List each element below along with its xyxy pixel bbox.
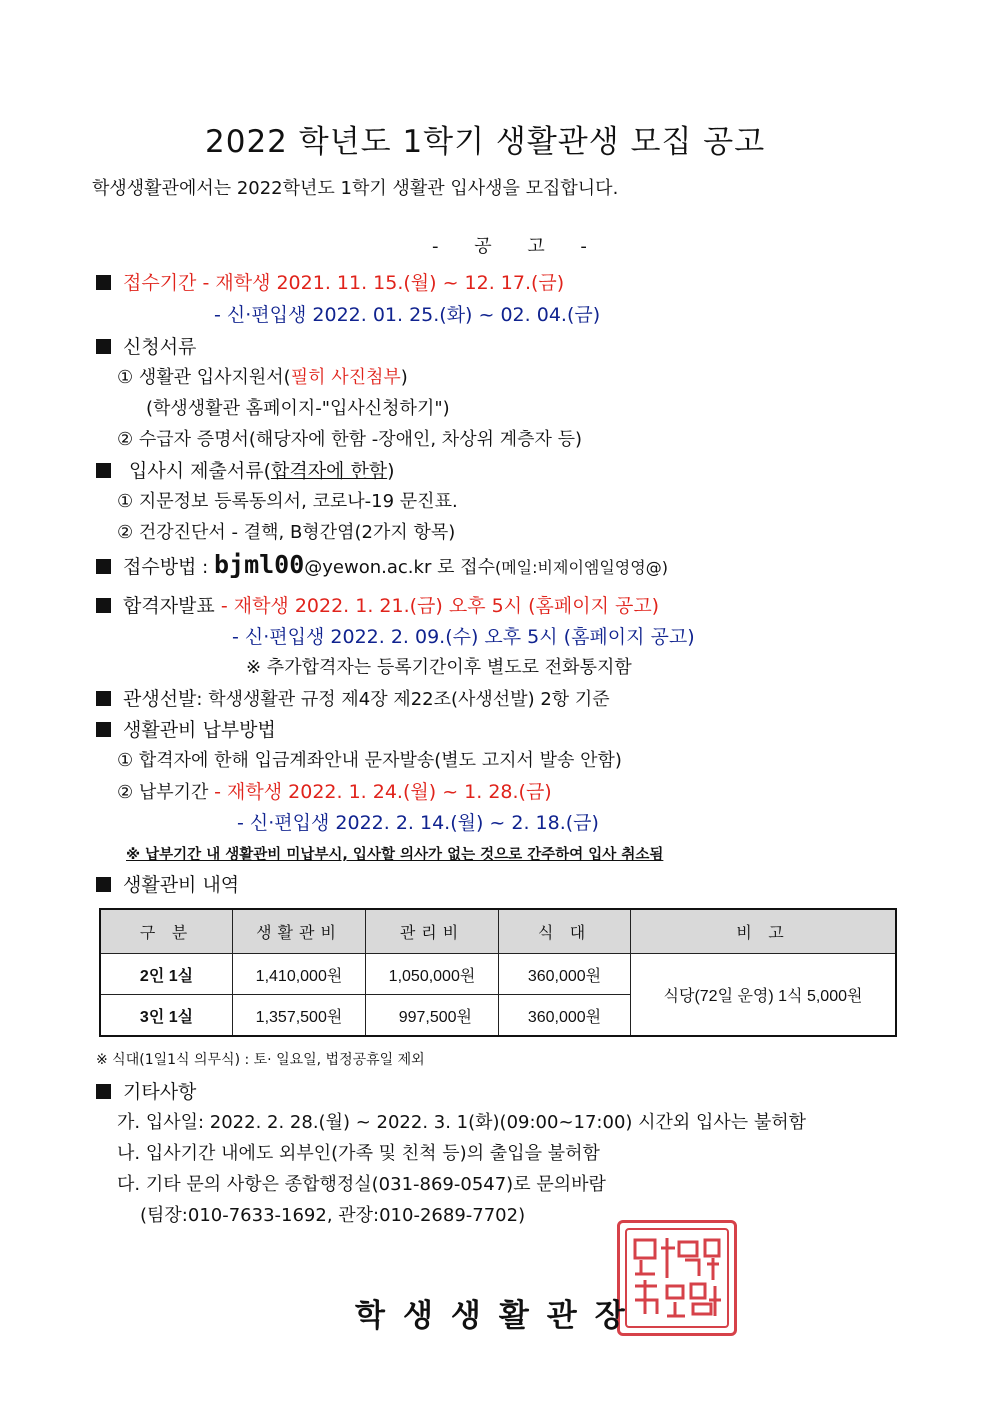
fees-heading bbox=[96, 870, 239, 897]
announcement-new: - 신·편입생 2022. 2. 09.(수) 오후 5시 (홈페이지 공고) bbox=[232, 626, 695, 648]
admission-docs-suffix: ) bbox=[387, 460, 395, 482]
fees-footnote: ※ 식대(1일1식 의무식) : 토· 일요일, 법정공휴일 제외 bbox=[96, 1052, 425, 1068]
announcement-note: ※ 추가합격자는 등록기간이후 별도로 전화통지함 bbox=[246, 657, 632, 678]
application-doc-1-note: (학생생활관 홈페이지-"입사신청하기") bbox=[146, 398, 450, 419]
header-management-fee: 관리비 bbox=[366, 909, 499, 954]
row-meal-fee: 360,000원 bbox=[499, 954, 631, 995]
method-line bbox=[96, 550, 668, 579]
intro-text: 학생생활관에서는 2022학년도 1학기 생활관 입사생을 모집합니다. bbox=[92, 178, 619, 199]
row-category: 2인 1실 bbox=[100, 954, 233, 995]
announcement-label: 합격자발표 bbox=[123, 595, 215, 617]
square-bullet-icon bbox=[96, 339, 111, 354]
application-doc-1-suffix: ) bbox=[400, 367, 408, 388]
misc-item-1: 가. 입사일: 2022. 2. 28.(월) ~ 2022. 3. 1(화)(09:00~17:00) 시간외 입사는 불허함 bbox=[117, 1112, 807, 1133]
remark-cell: 식당(72일 운영) 1식 5,000원 bbox=[631, 954, 897, 1037]
email-id: bjml00 bbox=[213, 550, 305, 579]
square-bullet-icon bbox=[96, 275, 111, 290]
table-row bbox=[100, 954, 896, 995]
header-meal-fee: 식 대 bbox=[499, 909, 631, 954]
reception-period bbox=[96, 268, 564, 295]
email-domain: @yewon.ac.kr bbox=[304, 557, 432, 578]
payment-item-2 bbox=[117, 777, 552, 804]
fee-table bbox=[99, 908, 897, 1037]
row-category: 3인 1실 bbox=[100, 995, 233, 1037]
reception-new: - 신·편입생 2022. 01. 25.(화) ~ 02. 04.(금) bbox=[214, 304, 601, 326]
method-note: (메일:비제이엠일영영@) bbox=[494, 558, 668, 577]
reception-label: 접수기간 bbox=[123, 272, 197, 294]
announcement-current: - 재학생 2022. 1. 21.(금) 오후 5시 (홈페이지 공고) bbox=[220, 595, 660, 617]
application-docs-heading bbox=[96, 332, 196, 359]
selection-text: : 학생생활관 규정 제4장 제22조(사생선발) 2항 기준 bbox=[196, 689, 610, 710]
row-living-fee: 1,410,000원 bbox=[233, 954, 366, 995]
method-colon: : bbox=[202, 557, 209, 578]
misc-label: 기타사항 bbox=[123, 1081, 197, 1103]
payment-current: - 재학생 2022. 1. 24.(월) ~ 1. 28.(금) bbox=[214, 781, 552, 803]
payment-new: - 신·편입생 2022. 2. 14.(월) ~ 2. 18.(금) bbox=[237, 812, 599, 834]
photo-required-text: 필히 사진첨부 bbox=[290, 367, 401, 388]
selection-label: 관생선발 bbox=[123, 688, 197, 710]
admission-doc-1: ① 지문정보 등록동의서, 코로나-19 문진표. bbox=[117, 491, 458, 512]
admission-docs-label: 입사시 제출서류( bbox=[129, 460, 271, 482]
payment-warning: ※ 납부기간 내 생활관비 미납부시, 입사할 의사가 없는 것으로 간주하여 입사 취소됨 bbox=[126, 847, 664, 863]
misc-item-3: 다. 기타 문의 사항은 종합행정실(031-869-0547)로 문의바람 bbox=[117, 1174, 606, 1195]
misc-contacts: (팀장:010-7633-1692, 관장:010-2689-7702) bbox=[140, 1205, 526, 1226]
method-suffix: 로 접수 bbox=[437, 557, 495, 578]
payment-item-1: ① 합격자에 한해 입금계좌안내 문자발송(별도 고지서 발송 안함) bbox=[117, 750, 622, 771]
announcement-line bbox=[96, 591, 659, 618]
application-doc-1-text: ① 생활관 입사지원서( bbox=[117, 367, 291, 388]
row-management-fee: 1,050,000원 bbox=[366, 954, 499, 995]
method-label: 접수방법 bbox=[123, 556, 197, 578]
application-doc-2: ② 수급자 증명서(해당자에 한함 -장애인, 차상위 계층자 등) bbox=[117, 429, 582, 450]
application-doc-1 bbox=[117, 363, 408, 389]
square-bullet-icon bbox=[96, 598, 111, 613]
reception-current: - 재학생 2021. 11. 15.(월) ~ 12. 17.(금) bbox=[202, 272, 565, 294]
square-bullet-icon bbox=[96, 877, 111, 892]
admission-docs-heading bbox=[96, 456, 395, 483]
header-living-fee: 생활관비 bbox=[233, 909, 366, 954]
row-living-fee: 1,357,500원 bbox=[233, 995, 366, 1037]
square-bullet-icon bbox=[96, 463, 111, 478]
row-meal-fee: 360,000원 bbox=[499, 995, 631, 1037]
payment-period-label: ② 납부기간 bbox=[117, 782, 209, 803]
header-category: 구 분 bbox=[100, 909, 233, 954]
admission-doc-2: ② 건강진단서 - 결핵, B형간염(2가지 항목) bbox=[117, 522, 456, 543]
square-bullet-icon bbox=[96, 722, 111, 737]
payment-heading bbox=[96, 715, 276, 742]
closing-signature: 학생생활관장 bbox=[355, 1298, 643, 1334]
misc-item-2: 나. 입사기간 내에도 외부인(가족 및 친척 등)의 출입을 불허함 bbox=[117, 1143, 600, 1164]
page-title: 2022 학년도 1학기 생활관생 모집 공고 bbox=[205, 124, 766, 160]
header-remark: 비 고 bbox=[631, 909, 897, 954]
payment-label: 생활관비 납부방법 bbox=[123, 719, 276, 741]
application-docs-label: 신청서류 bbox=[123, 336, 197, 358]
square-bullet-icon bbox=[96, 691, 111, 706]
square-bullet-icon bbox=[96, 559, 111, 574]
selection-line bbox=[96, 684, 610, 711]
misc-heading bbox=[96, 1077, 196, 1104]
row-management-fee: 997,500원 bbox=[366, 995, 499, 1037]
admission-docs-underline: 합격자에 한함 bbox=[270, 460, 388, 482]
notice-heading: - 공 고 - bbox=[432, 236, 587, 257]
square-bullet-icon bbox=[96, 1084, 111, 1099]
fees-label: 생활관비 내역 bbox=[123, 874, 240, 896]
fee-table-header bbox=[100, 909, 896, 954]
